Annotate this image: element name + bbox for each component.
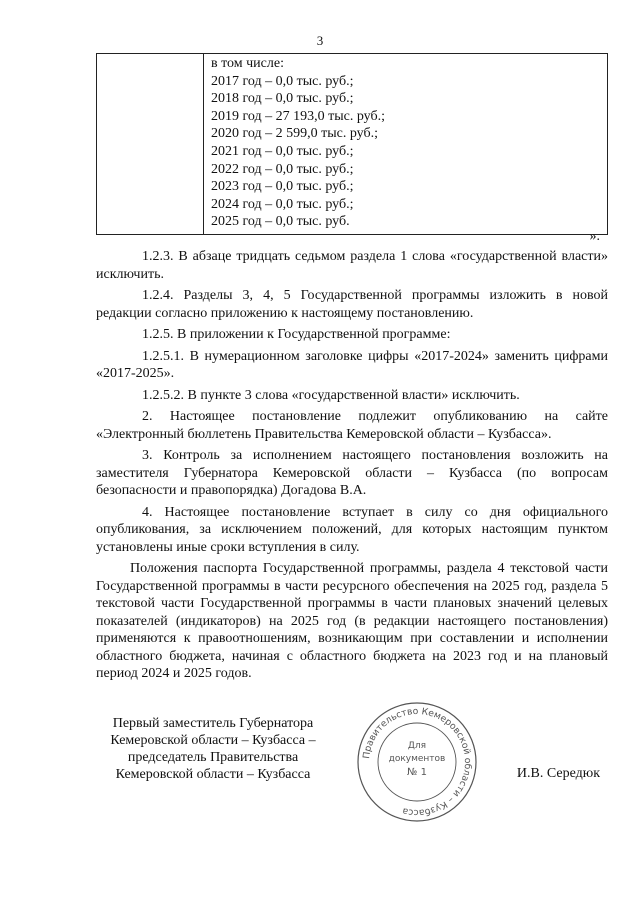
table-line: 2022 год – 0,0 тыс. руб.; xyxy=(211,161,354,177)
page-number: 3 xyxy=(316,33,324,48)
financing-table xyxy=(96,53,608,235)
signatory-title-line: Кемеровской области – Кузбасса – xyxy=(110,733,316,748)
table-line: 2018 год – 0,0 тыс. руб.; xyxy=(211,91,354,107)
paragraph-3: 3. Контроль за исполнением настоящего постановления возложить на заместителя Губернатора Кемеровской области – Кузбасса (по вопросам безопасности и правопорядка) Догадова В.А. xyxy=(96,448,608,498)
seal-ring-text: Правительство Кемеровской области – Кузбасса xyxy=(361,705,474,819)
table-row xyxy=(97,54,608,235)
signatory-title xyxy=(88,715,338,783)
table-line: 2025 год – 0,0 тыс. руб. xyxy=(211,214,350,230)
table-line: 2019 год – 27 193,0 тыс. руб.; xyxy=(211,108,385,124)
signatory-name: И.В. Середюк xyxy=(516,766,600,781)
official-seal-stamp xyxy=(355,700,479,824)
table-line: 2023 год – 0,0 тыс. руб.; xyxy=(211,179,354,195)
document-body xyxy=(96,248,608,687)
paragraph-1-2-4: 1.2.4. Разделы 3, 4, 5 Государственной программы изложить в новой редакции согласно приложению к настоящему постановлению. xyxy=(96,288,608,321)
paragraph-2: 2. Настоящее постановление подлежит опубликованию на сайте «Электронный бюллетень Правительства Кемеровской области – Кузбасса». xyxy=(96,409,608,442)
table-cell-empty xyxy=(97,54,204,235)
table-line: 2020 год – 2 599,0 тыс. руб.; xyxy=(211,126,378,142)
paragraph-1-2-5-1: 1.2.5.1. В нумерационном заголовке цифры «2017-2024» заменить цифрами «2017-2025». xyxy=(96,348,608,381)
paragraph-4: 4. Настоящее постановление вступает в силу со дня официального опубликования, за исключением положений, для которых настоящим пунктом установлены иные сроки вступления в силу. xyxy=(96,504,608,555)
table-line: 2024 год – 0,0 тыс. руб.; xyxy=(211,196,354,212)
paragraph-1-2-5: 1.2.5. В приложении к Государственной программе: xyxy=(142,327,451,342)
table-line: в том числе: xyxy=(211,56,284,71)
seal-center-line: № 1 xyxy=(407,767,427,778)
table-cell-financing xyxy=(204,54,608,235)
paragraph-provisions: Положения паспорта Государственной программы, раздела 4 текстовой части Государственной программы в части ресурсного обеспечения на 2025 год, раздела 5 текстовой части Государственной программы в части плановых значений целевых показателей (индикаторов) на 2025 год (в редакции настоящего постановления) применяются к правоотношениям, возникающим при составлении и исполнении областного бюджета, начиная с областного бюджета на 2023 год и на плановый период 2024 и 2025 годов. xyxy=(96,561,608,681)
table-line: 2021 год – 0,0 тыс. руб.; xyxy=(211,143,354,159)
signatory-title-line: Первый заместитель Губернатора xyxy=(112,716,314,731)
signatory-title-line: Кемеровской области – Кузбасса xyxy=(115,767,311,782)
closing-quote: ». xyxy=(589,229,600,244)
seal-center-line: Для xyxy=(407,741,427,751)
table-line: 2017 год – 0,0 тыс. руб.; xyxy=(211,73,354,89)
signatory-title-line: председатель Правительства xyxy=(127,750,299,765)
paragraph-1-2-5-2: 1.2.5.2. В пункте 3 слова «государственной власти» исключить. xyxy=(142,387,520,403)
seal-center-line: документов xyxy=(388,754,446,764)
paragraph-1-2-3: 1.2.3. В абзаце тридцать седьмом раздела 1 слова «государственной власти» исключить. xyxy=(96,249,608,282)
